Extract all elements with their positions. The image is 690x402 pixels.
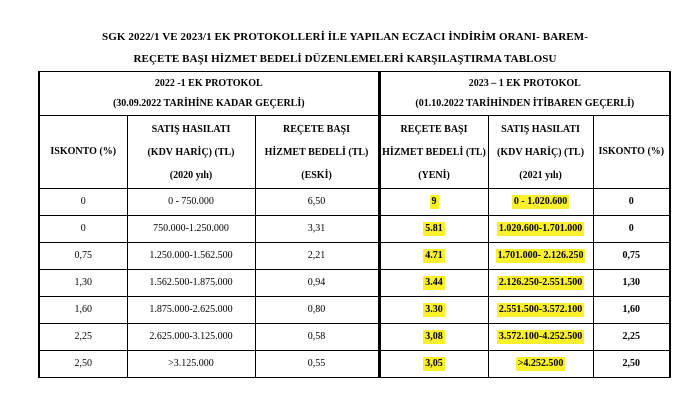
cell-iskonto-new: 0,75 bbox=[593, 243, 670, 270]
document-title-line-1: SGK 2022/1 VE 2023/1 EK PROTOKOLLERİ İLE YAPILAN ECZACI İNDİRİM ORANI- BAREM- bbox=[102, 31, 588, 43]
cell-satis-new: 2.551.500-3.572.100 bbox=[498, 304, 583, 315]
cell-iskonto-old: 2,50 bbox=[39, 351, 127, 378]
cell-bedel-old: 0,80 bbox=[255, 297, 379, 324]
cell-bedel-new: 9 bbox=[431, 196, 437, 207]
table-row bbox=[39, 351, 670, 378]
cell-satis-new: 3.572.100-4.252.500 bbox=[498, 331, 583, 342]
col-satis-new-line-1: SATIŞ HASILATI bbox=[501, 123, 580, 135]
cell-iskonto-new: 2,25 bbox=[593, 324, 670, 351]
cell-satis-new: 1.020.600-1.701.000 bbox=[498, 223, 583, 234]
col-bedel-new-line-2: HİZMET BEDELİ (TL) bbox=[382, 146, 486, 158]
document-title-line-2: REÇETE BAŞI HİZMET BEDELİ DÜZENLEMELERİ KARŞILAŞTIRMA TABLOSU bbox=[133, 53, 557, 65]
cell-satis-old: 2.625.000-3.125.000 bbox=[127, 324, 255, 351]
table-row bbox=[39, 189, 670, 216]
cell-iskonto-new: 1,60 bbox=[593, 297, 670, 324]
cell-satis-new: 1.701.000- 2.126.250 bbox=[497, 250, 584, 261]
cell-iskonto-new: 2,50 bbox=[593, 351, 670, 378]
cell-bedel-new: 3,05 bbox=[425, 358, 443, 369]
left-protocol-title: 2022 -1 EK PROTOKOL bbox=[154, 77, 263, 89]
right-protocol-title: 2023 – 1 EK PROTOKOL bbox=[468, 77, 581, 89]
cell-iskonto-old: 0,75 bbox=[39, 243, 127, 270]
cell-satis-old: 1.562.500-1.875.000 bbox=[127, 270, 255, 297]
cell-bedel-old: 0,55 bbox=[255, 351, 379, 378]
cell-iskonto-new: 0 bbox=[593, 216, 670, 243]
table-row bbox=[39, 243, 670, 270]
cell-bedel-old: 2,21 bbox=[255, 243, 379, 270]
col-satis-old-line-3: (2020 yılı) bbox=[169, 169, 213, 181]
cell-bedel-old: 6,50 bbox=[255, 189, 379, 216]
cell-bedel-new: 3.44 bbox=[425, 277, 443, 288]
cell-bedel-old: 3,31 bbox=[255, 216, 379, 243]
left-protocol-validity: (30.09.2022 TARİHİNE KADAR GEÇERLİ) bbox=[112, 97, 305, 109]
col-bedel-old bbox=[255, 116, 379, 189]
table-row bbox=[39, 270, 670, 297]
col-iskonto-old: ISKONTO (%) bbox=[39, 116, 127, 189]
cell-iskonto-new: 1,30 bbox=[593, 270, 670, 297]
table-row bbox=[39, 297, 670, 324]
cell-satis-old: >3.125.000 bbox=[127, 351, 255, 378]
cell-bedel-new: 3,08 bbox=[425, 331, 443, 342]
right-protocol-validity: (01.10.2022 TARİHİNDEN İTİBAREN GEÇERLİ) bbox=[415, 97, 635, 109]
cell-bedel-old: 0,58 bbox=[255, 324, 379, 351]
cell-bedel-new: 3.30 bbox=[425, 304, 443, 315]
column-header-row bbox=[39, 116, 670, 189]
col-bedel-new-line-3: (YENİ) bbox=[418, 169, 450, 181]
cell-iskonto-new: 0 bbox=[593, 189, 670, 216]
group-header-row bbox=[39, 72, 670, 116]
cell-iskonto-old: 2,25 bbox=[39, 324, 127, 351]
col-satis-old bbox=[127, 116, 255, 189]
cell-bedel-new: 4.71 bbox=[425, 250, 443, 261]
cell-satis-old: 0 - 750.000 bbox=[127, 189, 255, 216]
cell-iskonto-old: 0 bbox=[39, 189, 127, 216]
col-bedel-new-line-1: REÇETE BAŞI bbox=[400, 123, 468, 135]
col-satis-new-line-2: (KDV HARİÇ) (TL) bbox=[497, 146, 585, 158]
table-row bbox=[39, 324, 670, 351]
cell-satis-old: 1.875.000-2.625.000 bbox=[127, 297, 255, 324]
cell-satis-new: 2.126.250-2.551.500 bbox=[498, 277, 583, 288]
comparison-table bbox=[38, 71, 671, 378]
cell-bedel-old: 0,94 bbox=[255, 270, 379, 297]
cell-satis-new: 0 - 1.020.600 bbox=[513, 196, 568, 207]
col-bedel-old-line-1: REÇETE BAŞI bbox=[283, 123, 350, 135]
col-satis-new bbox=[488, 116, 593, 189]
col-satis-old-line-1: SATIŞ HASILATI bbox=[151, 123, 231, 135]
cell-satis-old: 1.250.000-1.562.500 bbox=[127, 243, 255, 270]
col-satis-old-line-2: (KDV HARİÇ) (TL) bbox=[147, 146, 235, 158]
cell-satis-new: >4.252.500 bbox=[517, 358, 564, 369]
cell-satis-old: 750.000-1.250.000 bbox=[127, 216, 255, 243]
col-satis-new-line-3: (2021 yılı) bbox=[519, 169, 562, 181]
col-bedel-new bbox=[379, 116, 488, 189]
cell-bedel-new: 5.81 bbox=[425, 223, 443, 234]
col-iskonto-new: ISKONTO (%) bbox=[593, 116, 670, 189]
col-bedel-old-line-3: (ESKİ) bbox=[301, 169, 332, 181]
col-bedel-old-line-2: HİZMET BEDELİ (TL) bbox=[264, 146, 369, 158]
right-protocol-header bbox=[379, 72, 670, 116]
cell-iskonto-old: 0 bbox=[39, 216, 127, 243]
table-row bbox=[39, 216, 670, 243]
cell-iskonto-old: 1,60 bbox=[39, 297, 127, 324]
left-protocol-header bbox=[39, 72, 379, 116]
cell-iskonto-old: 1,30 bbox=[39, 270, 127, 297]
